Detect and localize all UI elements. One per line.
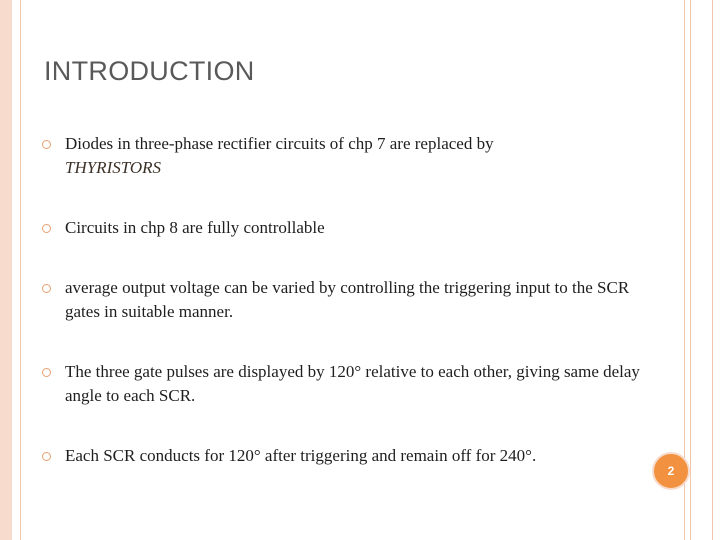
frame-line-right-outer xyxy=(712,0,713,540)
bullet-text: Circuits in chp 8 are fully controllable xyxy=(65,218,325,237)
frame-line-right-middle xyxy=(690,0,691,540)
bullet-text: Each SCR conducts for 120° after triggering and remain off for 240°. xyxy=(65,446,537,465)
bullet-text: Diodes in three-phase rectifier circuits of chp 7 are replaced by xyxy=(65,134,494,153)
bullet-text: average output voltage can be varied by controlling the triggering input to the SCR gates in suitable manner. xyxy=(65,278,630,321)
bullet-item xyxy=(40,216,325,240)
bullet-text: The three gate pulses are displayed by 120° relative to each other, giving same delay angle to each SCR. xyxy=(65,362,640,405)
bullet-item xyxy=(40,276,640,324)
page-number-badge: 2 xyxy=(652,452,690,490)
bullet-item xyxy=(40,444,536,468)
bullet-item xyxy=(40,360,640,408)
bullet-emphasis: THYRISTORS xyxy=(65,158,162,177)
bullet-circle-icon xyxy=(42,452,51,461)
bullet-circle-icon xyxy=(42,284,51,293)
slide-title: INTRODUCTION xyxy=(44,56,255,86)
bullet-circle-icon xyxy=(42,140,51,149)
bullet-circle-icon xyxy=(42,224,51,233)
bullet-item xyxy=(40,132,494,180)
bullet-circle-icon xyxy=(42,368,51,377)
frame-line-left xyxy=(20,0,21,540)
slide-border-left xyxy=(0,0,12,540)
